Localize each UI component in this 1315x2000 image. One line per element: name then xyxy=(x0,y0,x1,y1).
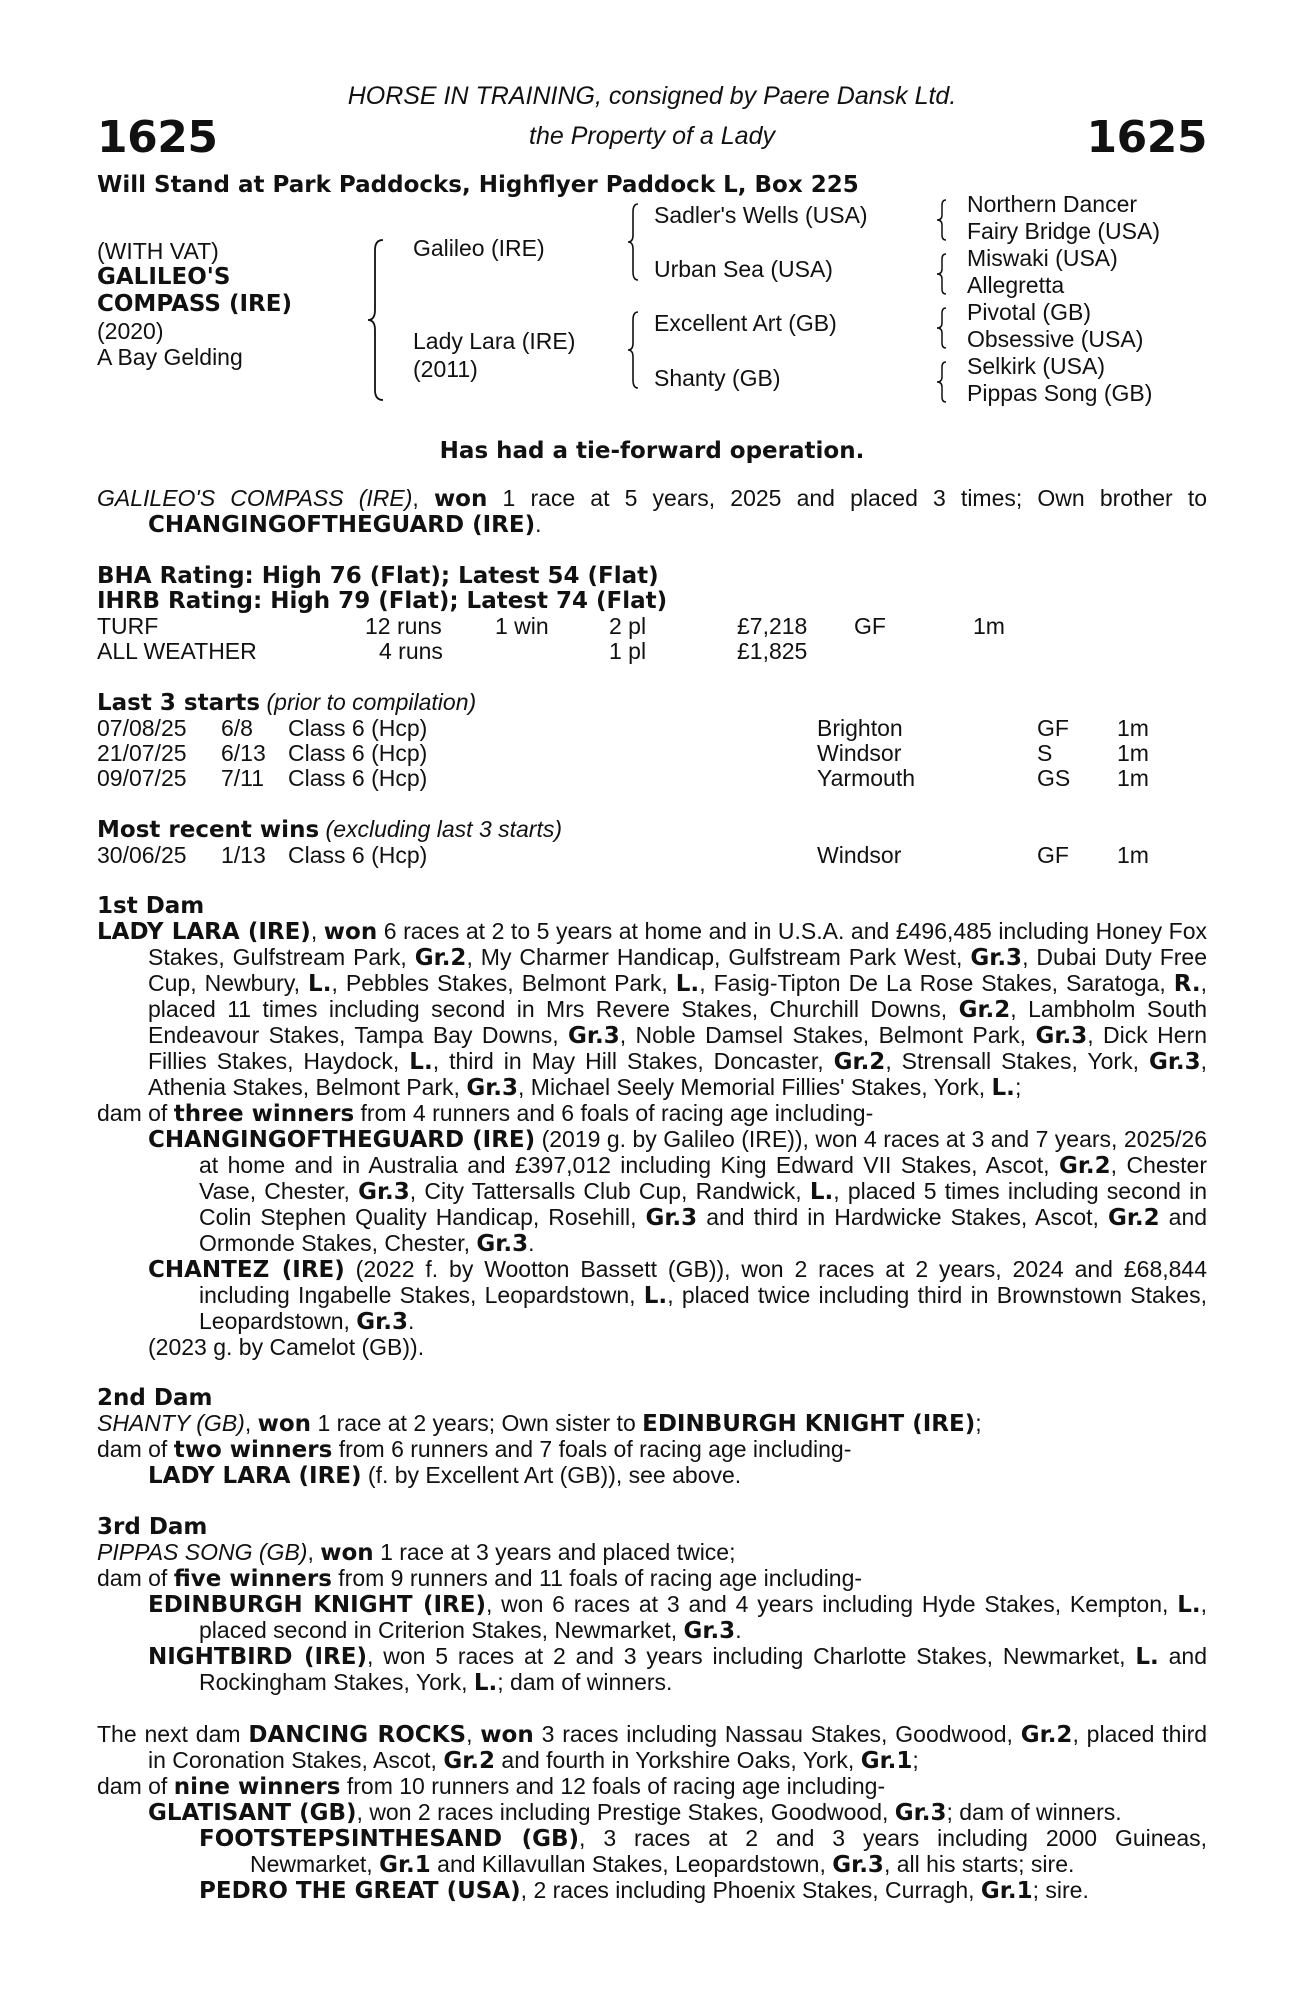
produce-entry: FOOTSTEPSINTHESAND (GB), 3 races at 2 and 3 years including 2000 Guineas, Newmarket, Gr.1 and Killavullan Stakes, Leopardstown, Gr.3, all his starts; sire. xyxy=(199,1825,1208,1878)
next-dam-text: The next dam DANCING ROCKS, won 3 races including Nassau Stakes, Goodwood, Gr.2, placed third in Coronation Stakes, Ascot, Gr.2 and fourth in Yorkshire Oaks, York, Gr.1; xyxy=(97,1721,1208,1774)
pedigree-brace-main xyxy=(365,238,387,403)
first-dam-heading: 1st Dam xyxy=(97,893,205,919)
lot-number-right: 1625 xyxy=(1086,112,1207,163)
produce-entry: LADY LARA (IRE) (f. by Excellent Art (GB)), see above. xyxy=(148,1462,742,1489)
produce-entry: EDINBURGH KNIGHT (IRE), won 6 races at 3 and 4 years including Hyde Stakes, Kempton, L., placed second in Criterion Stakes, Newmarket, Gr.3. xyxy=(148,1591,1208,1644)
first-dam xyxy=(97,894,1207,1360)
pedigree-brace-ggp-1 xyxy=(935,198,949,242)
produce-entry: GLATISANT (GB), won 2 races including Prestige Stakes, Goodwood, Gr.3; dam of winners. xyxy=(148,1799,1122,1826)
pedigree-brace-sire xyxy=(625,202,641,282)
win-row: 30/06/25 1/13 Class 6 (Hcp) Windsor GF 1m xyxy=(97,842,1149,868)
second-dam xyxy=(97,1386,1207,1489)
ihrb-rating: IHRB Rating: High 79 (Flat); Latest 74 (Flat) xyxy=(97,588,668,614)
third-dam-produce-intro: dam of five winners from 9 runners and 11 foals of racing age including- xyxy=(97,1565,863,1592)
catalogue-page xyxy=(97,82,1207,1904)
recent-wins-heading: Most recent wins xyxy=(97,817,320,843)
last-3-starts xyxy=(97,690,1207,791)
start-row: 21/07/25 6/13 Class 6 (Hcp) Windsor S 1m xyxy=(97,740,1149,766)
horse-name-line1: GALILEO'S xyxy=(97,264,231,290)
ggp-selkirk: Selkirk (USA) xyxy=(967,353,1106,379)
second-dam-heading: 2nd Dam xyxy=(97,1385,213,1411)
start-row: 09/07/25 7/11 Class 6 (Hcp) Yarmouth GS 1m xyxy=(97,765,1149,791)
summary-text: 1 race at 5 years, 2025 and placed 3 times; Own brother to xyxy=(502,485,1208,511)
ggp-fairy-bridge: Fairy Bridge (USA) xyxy=(967,218,1160,244)
ggp-northern-dancer: Northern Dancer xyxy=(967,191,1138,217)
pedigree-brace-ggp-3 xyxy=(935,306,949,350)
summary-brother: CHANGINGOFTHEGUARD (IRE) xyxy=(148,512,536,538)
stand-location: Will Stand at Park Paddocks, Highflyer Paddock L, Box 225 xyxy=(97,172,859,198)
most-recent-wins xyxy=(97,817,1207,868)
record-row-all-weather: ALL WEATHER 4 runs 1 pl £1,825 xyxy=(97,638,808,664)
ggp-pivotal: Pivotal (GB) xyxy=(967,299,1091,325)
third-dam-heading: 3rd Dam xyxy=(97,1514,208,1540)
dam-sire: Excellent Art (GB) xyxy=(654,310,837,336)
produce-entry: CHANTEZ (IRE) (2022 f. by Wootton Bassett (GB)), won 2 races at 2 years, 2024 and £68,844 including Ingabelle Stakes, Leopardstown, L., placed twice including third in Brownstown Stakes, Leopardstown, Gr.3. xyxy=(148,1256,1208,1335)
third-dam xyxy=(97,1515,1207,1696)
ggp-miswaki: Miswaki (USA) xyxy=(967,245,1118,271)
third-dam-text: PIPPAS SONG (GB), won 1 race at 3 years and placed twice; xyxy=(97,1539,736,1566)
horse-year: (2020) xyxy=(97,318,164,344)
ggp-allegretta: Allegretta xyxy=(967,272,1065,298)
last3-heading: Last 3 starts xyxy=(97,690,261,716)
next-dam-produce-intro: dam of nine winners from 10 runners and 12 foals of racing age including- xyxy=(97,1773,886,1800)
pedigree-brace-ggp-2 xyxy=(935,252,949,296)
first-dam-text: LADY LARA (IRE), won 6 races at 2 to 5 years at home and in U.S.A. and £496,485 including Honey Fox Stakes, Gulfstream Park, Gr.2, My Charmer Handicap, Gulfstream Park West, Gr.3, Dubai Duty Free Cup, Newbury, L., Pebbles Stakes, Belmont Park, L., Fasig-Tipton De La Rose Stakes, Saratoga, R., placed 11 times including second in Mrs Revere Stakes, Churchill Downs, Gr.2, Lambholm South Endeavour Stakes, Tampa Bay Downs, Gr.3, Noble Damsel Stakes, Belmont Park, Gr.3, Dick Hern Fillies Stakes, Haydock, L., third in May Hill Stakes, Doncaster, Gr.2, Strensall Stakes, York, Gr.3, Athenia Stakes, Belmont Park, Gr.3, Michael Seely Memorial Fillies' Stakes, York, L.; xyxy=(97,918,1208,1101)
sire-dam: Urban Sea (USA) xyxy=(654,256,833,282)
header-title: HORSE IN TRAINING, consigned by Paere Dansk Ltd. xyxy=(347,82,957,110)
dam-dam: Shanty (GB) xyxy=(654,365,781,391)
pedigree-brace-ggp-4 xyxy=(935,360,949,404)
produce-entry: PEDRO THE GREAT (USA), 2 races including Phoenix Stakes, Curragh, Gr.1; sire. xyxy=(199,1877,1089,1904)
produce-entry: (2023 g. by Camelot (GB)). xyxy=(148,1334,425,1360)
record-row-turf: TURF 12 runs 1 win 2 pl £7,218 GF 1m xyxy=(97,613,1005,639)
operation-note: Has had a tie-forward operation. xyxy=(439,438,865,464)
produce-entry: NIGHTBIRD (IRE), won 5 races at 2 and 3 years including Charlotte Stakes, Newmarket, L. and Rockingham Stakes, York, L.; dam of winners. xyxy=(148,1643,1208,1696)
sire-sire: Sadler's Wells (USA) xyxy=(654,202,868,228)
header-subtitle: the Property of a Lady xyxy=(529,122,775,150)
produce-entry: CHANGINGOFTHEGUARD (IRE) (2019 g. by Galileo (IRE)), won 4 races at 3 and 7 years, 2025/26 at home and in Australia and £397,012 including King Edward VII Stakes, Ascot, Gr.2, Chester Vase, Chester, Gr.3, City Tattersalls Club Cup, Randwick, L., placed 5 times including second in Colin Stephen Quality Handicap, Rosehill, Gr.3 and third in Hardwicke Stakes, Ascot, Gr.2 and Ormonde Stakes, Chester, Gr.3. xyxy=(148,1126,1208,1257)
summary-horse-name: GALILEO'S COMPASS (IRE) xyxy=(97,485,413,511)
pedigree-brace-dam xyxy=(625,310,641,390)
start-row: 07/08/25 6/8 Class 6 (Hcp) Brighton GF 1m xyxy=(97,715,1149,741)
dam: Lady Lara (IRE) xyxy=(413,328,576,354)
sire: Galileo (IRE) xyxy=(413,235,545,261)
bha-rating: BHA Rating: High 76 (Flat); Latest 54 (Flat) xyxy=(97,563,659,589)
last3-note: (prior to compilation) xyxy=(266,689,477,715)
horse-description: A Bay Gelding xyxy=(97,344,243,370)
first-dam-produce-intro: dam of three winners from 4 runners and 6 foals of racing age including- xyxy=(97,1100,874,1127)
summary-won: won xyxy=(433,486,488,512)
lot-number-left: 1625 xyxy=(97,112,218,163)
horse-name-line2: COMPASS (IRE) xyxy=(97,291,292,317)
horse-summary: GALILEO'S COMPASS (IRE), won 1 race at 5 years, 2025 and placed 3 times; Own brother to CHANGINGOFTHEGUARD (IRE). xyxy=(97,485,1208,538)
next-dam xyxy=(97,1722,1207,1904)
second-dam-produce-intro: dam of two winners from 6 runners and 7 foals of racing age including- xyxy=(97,1436,852,1463)
ratings-block xyxy=(97,564,1207,664)
second-dam-text: SHANTY (GB), won 1 race at 2 years; Own sister to EDINBURGH KNIGHT (IRE); xyxy=(97,1410,982,1437)
ggp-pippas-song: Pippas Song (GB) xyxy=(967,380,1153,406)
header xyxy=(97,82,1207,162)
vat-note: (WITH VAT) xyxy=(97,238,219,264)
dam-year: (2011) xyxy=(413,356,478,382)
ggp-obsessive: Obsessive (USA) xyxy=(967,326,1144,352)
recent-wins-note: (excluding last 3 starts) xyxy=(325,816,563,842)
pedigree-table xyxy=(97,191,1207,433)
